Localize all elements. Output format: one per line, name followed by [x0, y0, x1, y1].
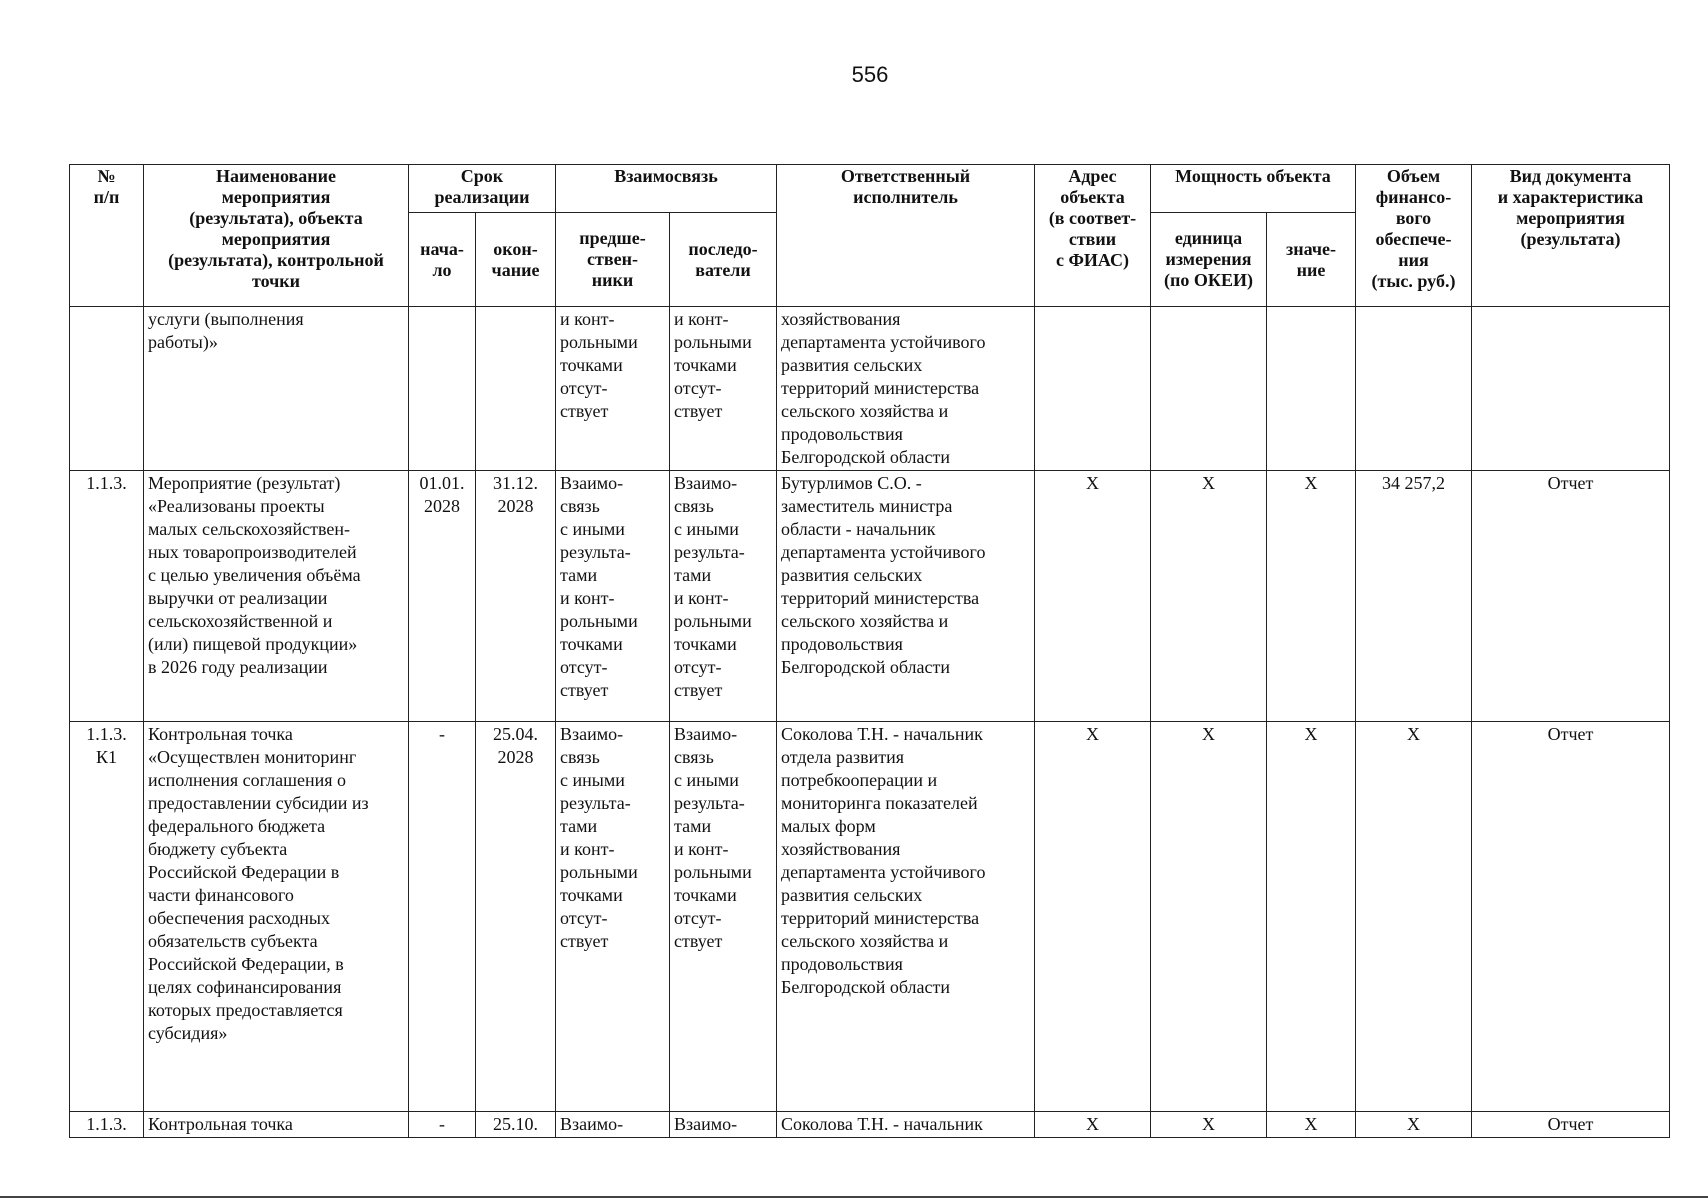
- cell-doc: Отчет: [1472, 722, 1670, 1112]
- cell-start: 01.01. 2028: [409, 471, 476, 722]
- cell-num: 1.1.3.: [70, 1112, 144, 1138]
- cell-name: услуги (выполнения работы)»: [144, 307, 409, 471]
- cell-unit: X: [1151, 471, 1267, 722]
- cell-address: [1035, 307, 1151, 471]
- cell-start: -: [409, 722, 476, 1112]
- cell-prev: Взаимо-: [556, 1112, 670, 1138]
- header-num: № п/п: [70, 165, 144, 307]
- cell-doc: [1472, 307, 1670, 471]
- cell-end: [476, 307, 556, 471]
- header-responsible: Ответственный исполнитель: [777, 165, 1035, 307]
- header-term: Срок реализации: [409, 165, 556, 213]
- cell-finance: X: [1356, 1112, 1472, 1138]
- header-rel-prev: предше- ствен- ники: [556, 213, 670, 307]
- cell-next: Взаимо- связь с иными результа- тами и конт- рольными точками отсут- ствует: [670, 722, 777, 1112]
- header-cap-value: значе- ние: [1267, 213, 1356, 307]
- cell-start: [409, 307, 476, 471]
- cell-prev: Взаимо- связь с иными результа- тами и конт- рольными точками отсут- ствует: [556, 471, 670, 722]
- table-row: [70, 1112, 1670, 1138]
- cell-prev: Взаимо- связь с иными результа- тами и конт- рольными точками отсут- ствует: [556, 722, 670, 1112]
- header-cap-unit: единица измерения (по ОКЕИ): [1151, 213, 1267, 307]
- cell-num: 1.1.3. К1: [70, 722, 144, 1112]
- header-name: Наименование мероприятия (результата), объекта мероприятия (результата), контрольной точки: [144, 165, 409, 307]
- page-bottom-rule: [0, 1196, 1708, 1198]
- cell-num: 1.1.3.: [70, 471, 144, 722]
- cell-unit: X: [1151, 722, 1267, 1112]
- cell-name: Контрольная точка: [144, 1112, 409, 1138]
- cell-unit: [1151, 307, 1267, 471]
- header-finance: Объем финансо- вого обеспече- ния (тыс. руб.): [1356, 165, 1472, 307]
- header-address: Адрес объекта (в соответ- ствии с ФИАС): [1035, 165, 1151, 307]
- cell-name: Мероприятие (результат) «Реализованы проекты малых сельскохозяйствен- ных товаропроизводителей с целью увеличения объёма выручки от реализации сельскохозяйственной и (или) пищевой продукции» в 2026 году реализации: [144, 471, 409, 722]
- header-rel-next: последо- ватели: [670, 213, 777, 307]
- cell-responsible: Соколова Т.Н. - начальник: [777, 1112, 1035, 1138]
- header-term-end: окон- чание: [476, 213, 556, 307]
- cell-address: X: [1035, 1112, 1151, 1138]
- cell-start: -: [409, 1112, 476, 1138]
- cell-next: и конт- рольными точками отсут- ствует: [670, 307, 777, 471]
- cell-next: Взаимо-: [670, 1112, 777, 1138]
- cell-name: Контрольная точка «Осуществлен мониторинг исполнения соглашения о предоставлении субсидии из федерального бюджета бюджету субъекта Российской Федерации в части финансового обеспечения расходных обязательств субъекта Российской Федерации, в целях софинансирования которых предоставляется субсидия»: [144, 722, 409, 1112]
- cell-prev: и конт- рольными точками отсут- ствует: [556, 307, 670, 471]
- page-number: 556: [851, 62, 889, 87]
- cell-value: X: [1267, 471, 1356, 722]
- table-row: [70, 307, 1670, 471]
- table-row: [70, 471, 1670, 722]
- cell-value: [1267, 307, 1356, 471]
- table-row: [70, 722, 1670, 1112]
- cell-address: X: [1035, 722, 1151, 1112]
- cell-doc: Отчет: [1472, 1112, 1670, 1138]
- cell-end: 31.12. 2028: [476, 471, 556, 722]
- cell-finance: [1356, 307, 1472, 471]
- cell-address: X: [1035, 471, 1151, 722]
- cell-responsible: Соколова Т.Н. - начальник отдела развития потребкооперации и мониторинга показателей малых форм хозяйствования департамента устойчивого развития сельских территорий министерства сельского хозяйства и продовольствия Белгородской области: [777, 722, 1035, 1112]
- activities-table: [69, 164, 1670, 1138]
- header-relation: Взаимосвязь: [556, 165, 777, 213]
- cell-finance: 34 257,2: [1356, 471, 1472, 722]
- cell-num: [70, 307, 144, 471]
- cell-doc: Отчет: [1472, 471, 1670, 722]
- cell-unit: X: [1151, 1112, 1267, 1138]
- cell-finance: X: [1356, 722, 1472, 1112]
- cell-next: Взаимо- связь с иными результа- тами и конт- рольными точками отсут- ствует: [670, 471, 777, 722]
- header-doc-type: Вид документа и характеристика мероприятия (результата): [1472, 165, 1670, 307]
- cell-value: X: [1267, 722, 1356, 1112]
- cell-responsible: хозяйствования департамента устойчивого развития сельских территорий министерства сельского хозяйства и продовольствия Белгородской области: [777, 307, 1035, 471]
- cell-end: 25.10.: [476, 1112, 556, 1138]
- header-term-start: нача- ло: [409, 213, 476, 307]
- cell-value: X: [1267, 1112, 1356, 1138]
- cell-responsible: Бутурлимов С.О. - заместитель министра области - начальник департамента устойчивого развития сельских территорий министерства сельского хозяйства и продовольствия Белгородской области: [777, 471, 1035, 722]
- cell-end: 25.04. 2028: [476, 722, 556, 1112]
- header-capacity: Мощность объекта: [1151, 165, 1356, 213]
